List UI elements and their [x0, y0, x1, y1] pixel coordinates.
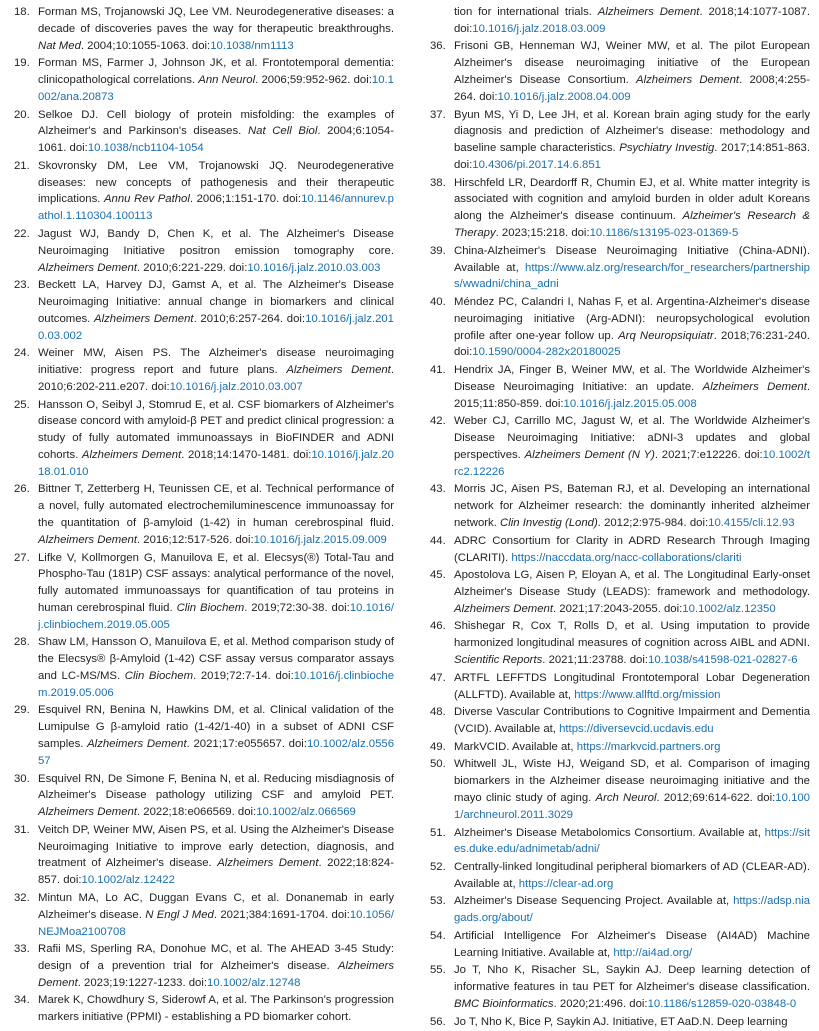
reference-number: 41.	[430, 364, 446, 377]
reference-number: 53.	[430, 895, 446, 908]
reference-citation: . 2020;21:496. doi:	[553, 998, 648, 1011]
doi-link[interactable]: 10.1146/annurev.pathol.1.110304.100113	[38, 193, 394, 223]
journal-name: Arq Neuropsiquiatr	[618, 329, 714, 342]
reference-number: 52.	[430, 860, 446, 873]
reference-text: ARTFL LEFFTDS Longitudinal Frontotemporal Lobar Degeneration (ALLFTD). Available at,	[454, 671, 810, 701]
doi-link[interactable]: 10.1002/ana.20873	[38, 74, 394, 103]
reference-number: 36.	[430, 40, 446, 53]
reference-number: 50.	[430, 758, 446, 771]
journal-name: Alzheimers Dement	[217, 857, 319, 870]
reference-text: Centrally-linked longitudinal peripheral biomarkers of AD (CLEAR-AD). Available at,	[454, 860, 810, 890]
reference-item	[430, 107, 810, 174]
doi-link[interactable]: 10.1016/j.jalz.2018.03.009	[472, 22, 606, 35]
reference-item	[14, 941, 394, 991]
reference-number: 31.	[14, 823, 30, 836]
doi-link[interactable]: 10.1016/j.clinbiochem.2019.05.006	[38, 669, 395, 699]
journal-name: Clin Investig (Lond)	[500, 517, 598, 530]
reference-text: Esquivel RN, Benina N, Hawkins DM, et al. Clinical validation of the Lumipulse G β-amyloid ratio (1-42/1-40) in a subset of ADNI CSF samples.	[38, 704, 394, 751]
reference-item	[14, 702, 394, 769]
reference-citation: . 2010;6:257-264. doi:	[193, 312, 306, 325]
reference-item	[14, 771, 394, 821]
reference-item	[14, 992, 394, 1026]
doi-link[interactable]: https://naccdata.org/nacc-collaborations/clariti	[511, 551, 742, 564]
reference-text: Bittner T, Zetterberg H, Teunissen CE, et al. Technical performance of a novel, fully automated electrochemiluminescence immunoassay for the quantitation of β-amyloid (1-42) in human cerebrospinal fluid.	[38, 483, 394, 530]
journal-name: Alzheimers Dement	[454, 602, 553, 615]
doi-link[interactable]: http://ai4ad.org/	[613, 946, 693, 959]
reference-list-right	[430, 4, 810, 1031]
reference-number: 51.	[430, 826, 446, 839]
journal-name: Alzheimers Dement	[38, 533, 137, 546]
reference-number: 18.	[14, 6, 30, 18]
reference-citation: . 2018;76:231-240. doi:	[454, 329, 810, 359]
journal-name: Alzheimers Dement	[636, 74, 740, 87]
doi-link[interactable]: 10.1016/j.jalz.2015.09.009	[253, 533, 387, 546]
reference-item	[430, 413, 810, 480]
reference-citation: . 2018;14:1077-1087. doi:	[454, 6, 810, 35]
references-column-right	[430, 0, 810, 1031]
doi-link[interactable]: 10.1038/s41598-021-02827-6	[648, 654, 798, 667]
reference-item	[430, 618, 810, 668]
reference-text: Morris JC, Aisen PS, Bateman RJ, et al. Developing an international network for Alzheimer research: the dominantly inherited alzheimer network.	[454, 483, 810, 530]
reference-citation: . 2023;19:1227-1233. doi:	[77, 976, 208, 989]
reference-item	[430, 756, 810, 823]
doi-link[interactable]: 10.4306/pi.2017.14.6.851	[472, 158, 601, 171]
journal-name: Clin Biochem	[176, 601, 245, 614]
reference-text: Jo T, Nho K, Bice P, Saykin AJ. Initiative, ET AaD.N. Deep learning	[454, 1015, 788, 1028]
reference-number: 22.	[14, 227, 30, 240]
reference-citation: . 2021;384:1691-1704. doi:	[213, 908, 350, 921]
doi-link[interactable]: 10.1016/j.jalz.2010.03.003	[247, 261, 381, 274]
journal-name: Alzheimers Dement	[94, 312, 194, 325]
doi-link[interactable]: 10.1002/alz.066569	[256, 806, 356, 819]
doi-link[interactable]: https://markvcid.partners.org	[576, 740, 721, 753]
reference-number: 39.	[430, 244, 446, 257]
reference-text: MarkVCID. Available at,	[454, 740, 577, 753]
doi-link[interactable]: 10.1002/alz.055657	[38, 738, 395, 767]
journal-name: Alzheimers Dement	[286, 364, 391, 377]
reference-item	[430, 1014, 810, 1031]
reference-number: 42.	[430, 415, 446, 428]
reference-item	[14, 890, 394, 940]
reference-citation: . 2018;14:1470-1481. doi:	[181, 448, 312, 461]
reference-citation: . 2008;4:255-264. doi:	[454, 74, 811, 103]
reference-citation: . 2017;14:851-863. doi:	[454, 142, 810, 171]
doi-link[interactable]: 10.1002/trc2.12226	[454, 448, 810, 478]
reference-number: 21.	[14, 159, 30, 172]
journal-name: Alzheimers Dement	[597, 6, 700, 18]
reference-citation: . 2016;12:517-526. doi:	[136, 533, 254, 546]
reference-item	[430, 38, 810, 105]
reference-number: 43.	[430, 483, 446, 496]
reference-citation: . 2004;10:1055-1063. doi:	[80, 39, 211, 52]
doi-link[interactable]: 10.1186/s12859-020-03848-0	[647, 998, 797, 1011]
reference-item	[14, 822, 394, 889]
journal-name: BMC Bioinformatics	[454, 998, 554, 1011]
reference-number: 44.	[430, 534, 446, 547]
reference-text: Hirschfeld LR, Deardorff R, Chumin EJ, et al. White matter integrity is associated with cognition and amyloid burden in older adult Koreans along the Alzheimer's disease continuum.	[454, 176, 810, 223]
journal-name: Nat Cell Biol	[247, 125, 318, 138]
reference-text: Skovronsky DM, Lee VM, Trojanowski JQ. Neurodegenerative diseases: new concepts of pathogenesis and their therapeutic implications.	[38, 159, 394, 206]
reference-number: 25.	[14, 398, 30, 411]
reference-text: Artificial Intelligence For Alzheimer's Disease (AI4AD) Machine Learning Initiative. Available at,	[454, 929, 810, 959]
reference-item	[14, 277, 394, 344]
reference-item	[14, 55, 394, 105]
reference-item	[14, 158, 394, 225]
reference-citation: . 2006;1:151-170. doi:	[189, 193, 302, 206]
reference-number: 45.	[430, 569, 446, 582]
doi-link[interactable]: https://www.alz.org/research/for_researchers/partnerships/wwadni/china_adni	[454, 261, 810, 291]
reference-text: Beckett LA, Harvey DJ, Gamst A, et al. The Alzheimer's Disease Neuroimaging Initiative: annual change in biomarkers and clinical outcomes.	[38, 279, 394, 325]
reference-text: Marek K, Chowdhury S, Siderowf A, et al. The Parkinson's progression markers initiative (PPMI) - establishing a PD biomarker cohort.	[38, 994, 394, 1024]
reference-text: Shaw LM, Hansson O, Manuilova E, et al. Method comparison study of the Elecsys® β-Amyloid (1-42) CSF assay versus comparator assays and LC-MS/MS.	[38, 636, 394, 682]
reference-number: 32.	[14, 891, 30, 904]
doi-link[interactable]: 10.1002/alz.12748	[207, 976, 301, 989]
reference-citation: . 2022;18:e066569. doi:	[136, 806, 257, 819]
journal-name: Alzheimers Dement	[87, 738, 187, 751]
journal-name: Alzheimers Dement	[38, 959, 394, 989]
reference-citation: . 2019;72:30-38. doi:	[244, 601, 350, 614]
reference-citation: . 2006;59:952-962. doi:	[255, 74, 372, 87]
doi-link[interactable]: 10.1056/NEJMoa2100708	[38, 908, 394, 938]
doi-link[interactable]: 10.1038/nm1113	[210, 39, 294, 52]
reference-item	[430, 928, 810, 962]
journal-name: Alzheimers Dement	[38, 261, 137, 274]
reference-item	[430, 533, 810, 567]
journal-name: Ann Neurol	[198, 74, 256, 87]
reference-text: Forman MS, Trojanowski JQ, Lee VM. Neurodegenerative diseases: a decade of discoveries paves the way for therapeutic breakthroughs.	[38, 6, 394, 35]
reference-number: 20.	[14, 108, 30, 121]
reference-citation: . 2004;6:1054-1061. doi:	[38, 125, 394, 155]
journal-name: Alzheimers Dement	[702, 380, 807, 393]
reference-item	[430, 739, 810, 756]
reference-text: ADRC Consortium for Clarity in ADRD Research Through Imaging (CLARITI).	[454, 534, 810, 564]
doi-link[interactable]: https://diversevcid.ucdavis.edu	[559, 723, 714, 736]
journal-name: Alzheimer's Research & Therapy	[454, 210, 810, 240]
reference-item	[14, 397, 394, 481]
reference-number: 40.	[430, 296, 446, 308]
reference-text: Weber CJ, Carrillo MC, Jagust W, et al. The Worldwide Alzheimer's Disease Neuroimaging Initiative: aDNI-3 updates and global perspectives.	[454, 415, 810, 461]
reference-citation: . 2010;6:221-229. doi:	[136, 261, 248, 274]
reference-text: Hendrix JA, Finger B, Weiner MW, et al. The Worldwide Alzheimer's Disease Neuroimaging Initiative: an update.	[454, 364, 810, 393]
reference-item	[430, 825, 810, 859]
reference-number: 37.	[430, 108, 446, 121]
reference-number: 49.	[430, 740, 446, 753]
reference-text: China-Alzheimer's Disease Neuroimaging Initiative (China-ADNI). Available at,	[454, 244, 810, 274]
reference-item	[14, 634, 394, 701]
reference-text: Jagust WJ, Bandy D, Chen K, et al. The Alzheimer's Disease Neuroimaging Initiative positron emission tomography core.	[38, 227, 394, 257]
doi-link[interactable]: https://www.allftd.org/mission	[574, 688, 721, 701]
reference-number: 23.	[14, 279, 30, 292]
journal-name: Alzheimers Dement	[38, 806, 137, 819]
doi-link[interactable]: 10.1002/alz.12422	[81, 874, 175, 887]
reference-citation: . 2012;2:975-984. doi:	[597, 517, 709, 530]
reference-number: 56.	[430, 1015, 446, 1028]
reference-citation: . 2012;69:614-622. doi:	[656, 792, 776, 805]
reference-item	[430, 4, 810, 38]
journal-name: Annu Rev Pathol	[103, 193, 190, 206]
reference-item	[430, 481, 810, 531]
reference-item	[430, 243, 810, 293]
journal-name: Psychiatry Investig	[619, 142, 715, 155]
reference-citation: . 2021;11:23788. doi:	[542, 654, 649, 667]
reference-number: 54.	[430, 929, 446, 942]
reference-item	[14, 345, 394, 395]
reference-text: Méndez PC, Calandri I, Nahas F, et al. Argentina-Alzheimer's disease neuroimaging initiative (Arg-ADNI): neuropsychological evolution profile after one-year follow up.	[454, 296, 810, 342]
reference-text: Alzheimer's Disease Sequencing Project. Available at,	[454, 895, 734, 908]
doi-link[interactable]: https://clear-ad.org	[518, 877, 614, 890]
reference-text: Byun MS, Yi D, Lee JH, et al. Korean brain aging study for the early diagnosis and prediction of Alzheimer's disease: methodology and baseline sample characteristics.	[454, 108, 810, 155]
reference-citation: . 2022;18:824-857. doi:	[38, 857, 394, 887]
reference-number: 34.	[14, 994, 30, 1007]
reference-text: Alzheimer's Disease Metabolomics Consortium. Available at,	[454, 826, 765, 839]
reference-text: Mintun MA, Lo AC, Duggan Evans C, et al. Donanemab in early Alzheimer's disease.	[38, 891, 394, 921]
reference-text: Shishegar R, Cox T, Rolls D, et al. Using imputation to provide harmonized longitudinal measures of cognition across AIBL and ADNI.	[454, 620, 810, 650]
reference-citation: . 2021;17:e055657. doi:	[186, 738, 307, 751]
reference-text: Apostolova LG, Aisen P, Eloyan A, et al. The Longitudinal Early-onset Alzheimer's Disease Study (LEADS): framework and methodology.	[454, 569, 810, 598]
reference-text: Diverse Vascular Contributions to Cognitive Impairment and Dementia (VCID). Available at,	[454, 706, 810, 736]
doi-link[interactable]: 10.1001/archneurol.2011.3029	[454, 792, 810, 821]
reference-item	[430, 567, 810, 617]
reference-number: 55.	[430, 964, 446, 977]
doi-link[interactable]: 10.4155/cli.12.93	[708, 517, 795, 530]
reference-text: tion for international trials.	[454, 6, 598, 18]
reference-item	[430, 962, 810, 1012]
reference-number: 29.	[14, 704, 30, 717]
reference-citation: . 2019;72:7-14. doi:	[193, 669, 294, 682]
journal-name: Arch Neurol	[595, 792, 657, 805]
reference-text: Lifke V, Kollmorgen G, Manuilova E, et al. Elecsys(®) Total-Tau and Phospho-Tau (181P) CSF assays: analytical performance of the novel, fully automated immunoassays for quantification of tau proteins in human cerebrospinal fluid.	[38, 551, 394, 614]
reference-number: 33.	[14, 943, 30, 956]
reference-text: Rafii MS, Sperling RA, Donohue MC, et al. The AHEAD 3-45 Study: design of a prevention trial for Alzheimer's disease.	[38, 943, 394, 972]
reference-citation: . 2021;7:e12226. doi:	[654, 448, 763, 461]
doi-link[interactable]: 10.1016/j.jalz.2015.05.008	[563, 397, 697, 410]
reference-text: Whitwell JL, Wiste HJ, Weigand SD, et al. Comparison of imaging biomarkers in the Alzheimer disease neuroimaging initiative and the mayo clinic study of aging.	[454, 758, 810, 805]
doi-link[interactable]: 10.1002/alz.12350	[682, 602, 776, 615]
doi-link[interactable]: 10.1016/j.jalz.2018.01.010	[38, 448, 394, 478]
journal-name: Alzheimers Dement (N Y)	[524, 448, 655, 461]
reference-text: Hansson O, Seibyl J, Stomrud E, et al. CSF biomarkers of Alzheimer's disease concord with amyloid-β PET and predict clinical progression: a study of fully automated immunoassays in BioFINDER and ADNI cohorts.	[38, 398, 394, 461]
journal-name: Scientific Reports	[454, 654, 543, 667]
reference-item	[430, 893, 810, 927]
reference-item	[14, 550, 394, 634]
reference-item	[430, 294, 810, 361]
reference-citation: . 2015;11:850-859. doi:	[454, 380, 810, 410]
journal-name: Alzheimers Dement	[81, 448, 182, 461]
journal-name: Nat Med	[38, 39, 81, 52]
reference-item	[14, 4, 394, 54]
reference-number: 28.	[14, 636, 30, 649]
doi-link[interactable]: 10.1016/j.jalz.2010.03.002	[38, 312, 394, 342]
reference-number: 48.	[430, 706, 446, 719]
references-column-left	[14, 0, 394, 1027]
doi-link[interactable]: 10.1016/j.jalz.2010.03.007	[169, 380, 303, 393]
reference-citation: . 2023;15:218. doi:	[495, 227, 590, 240]
doi-link[interactable]: 10.1016/j.jalz.2008.04.009	[497, 90, 631, 103]
doi-link[interactable]: 10.1590/0004-282x20180025	[472, 346, 621, 359]
reference-item	[430, 859, 810, 893]
reference-number: 46.	[430, 620, 446, 633]
reference-item	[430, 670, 810, 704]
reference-text: Forman MS, Farmer J, Johnson JK, et al. Frontotemporal dementia: clinicopathological correlations.	[38, 57, 394, 87]
doi-link[interactable]: https://sites.duke.edu/adnimetab/adni/	[454, 826, 810, 856]
reference-item	[14, 481, 394, 548]
reference-text: Esquivel RN, De Simone F, Benina N, et al. Reducing misdiagnosis of Alzheimer's Disease pathology utilizing CSF and amyloid PET.	[38, 772, 394, 802]
reference-text: Weiner MW, Aisen PS. The Alzheimer's disease neuroimaging initiative: progress report and future plans.	[38, 347, 394, 377]
reference-item	[14, 226, 394, 276]
doi-link[interactable]: 10.1038/ncb1104-1054	[87, 142, 204, 155]
doi-link[interactable]: 10.1186/s13195-023-01369-5	[589, 227, 739, 240]
reference-text: Selkoe DJ. Cell biology of protein misfolding: the examples of Alzheimer's and Parkinson's diseases.	[38, 108, 394, 138]
reference-citation: . 2010;6:202-211.e207. doi:	[38, 364, 394, 393]
reference-item	[430, 362, 810, 412]
reference-item	[14, 107, 394, 157]
reference-text: Frisoni GB, Henneman WJ, Weiner MW, et al. The pilot European Alzheimer's disease neuroimaging initiative of the European Alzheimer's Disease Consortium.	[454, 40, 810, 87]
reference-citation: . 2021;17:2043-2055. doi:	[552, 602, 683, 615]
reference-text: Jo T, Nho K, Risacher SL, Saykin AJ. Deep learning detection of informative features in tau PET for Alzheimer's disease classification.	[454, 964, 810, 994]
reference-list-left	[14, 4, 394, 1026]
doi-link[interactable]: https://adsp.niagads.org/about/	[454, 895, 810, 925]
reference-number: 26.	[14, 483, 30, 496]
reference-item	[430, 704, 810, 738]
reference-number: 24.	[14, 347, 30, 360]
reference-number: 27.	[14, 551, 30, 564]
reference-number: 30.	[14, 772, 30, 785]
reference-number: 47.	[430, 671, 446, 684]
journal-name: Clin Biochem	[124, 669, 194, 682]
reference-text: Veitch DP, Weiner MW, Aisen PS, et al. Using the Alzheimer's Disease Neuroimaging Initiative to improve early detection, diagnosis, and treatment of Alzheimer's disease.	[38, 823, 394, 870]
doi-link[interactable]: 10.1016/j.clinbiochem.2019.05.005	[38, 601, 394, 631]
reference-item	[430, 175, 810, 242]
reference-number: 38.	[430, 176, 446, 189]
reference-number: 19.	[14, 57, 30, 70]
journal-name: N Engl J Med	[145, 908, 214, 921]
